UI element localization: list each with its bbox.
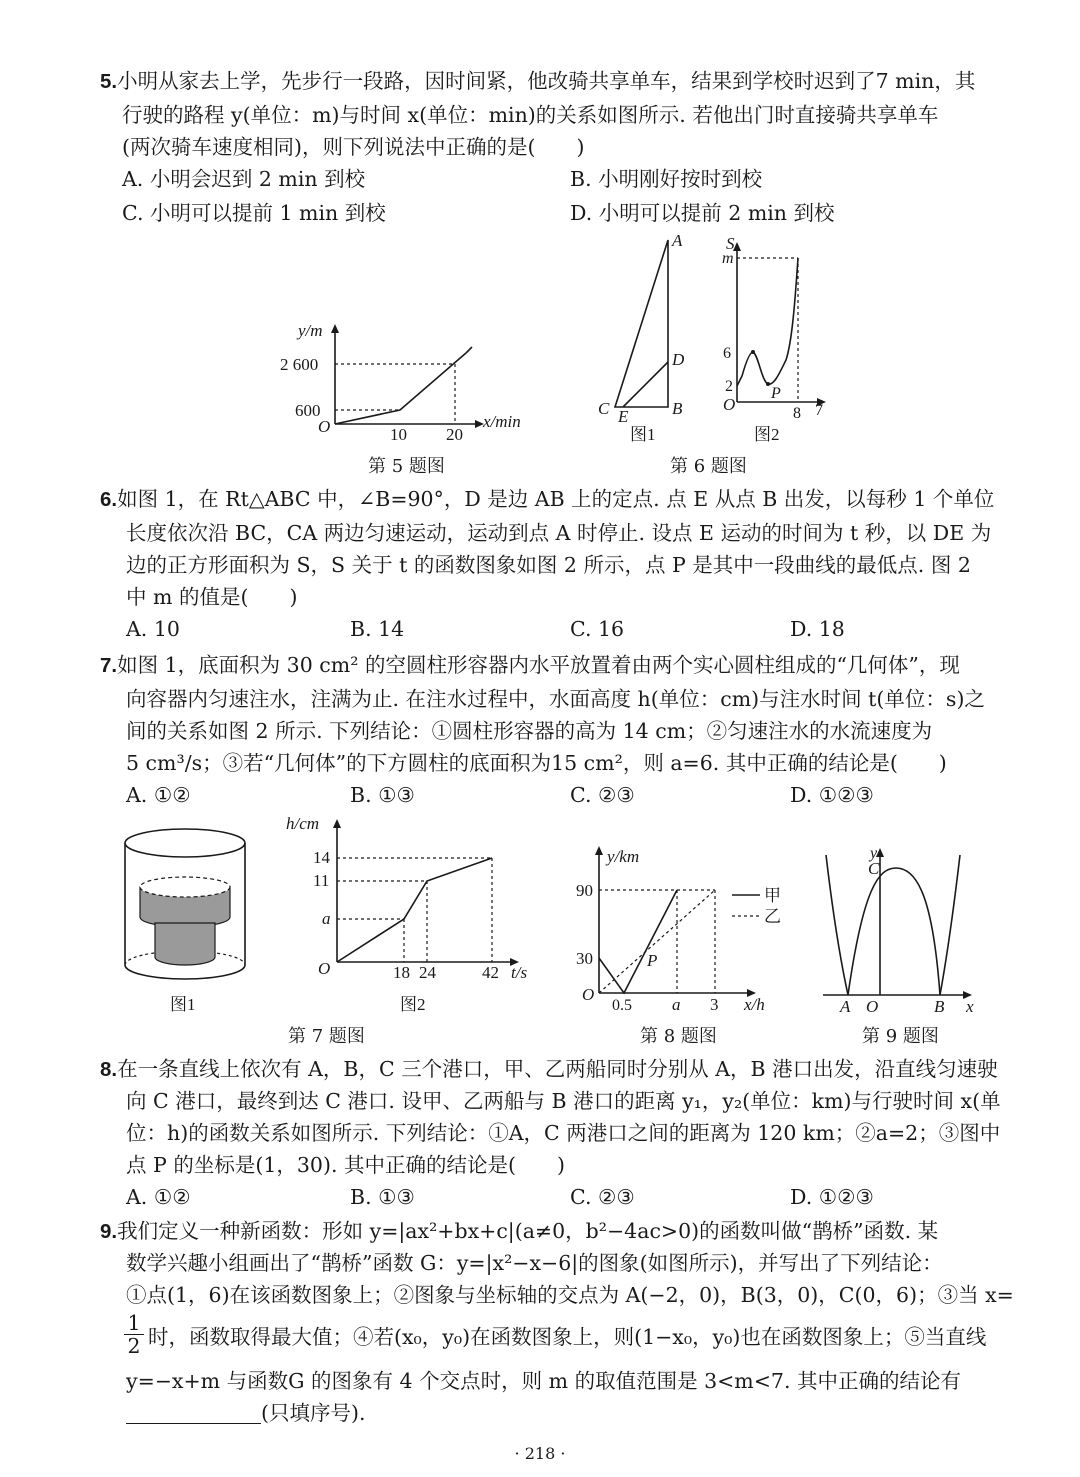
q7-option-d: D. ①②③: [790, 783, 874, 807]
page-number: · 218 ·: [514, 1444, 566, 1463]
fig6-s-label: S: [726, 234, 735, 253]
fig8-origin: O: [582, 985, 595, 1004]
fig8-caption: 第 8 题图: [640, 1026, 717, 1047]
fig9-origin: O: [866, 997, 879, 1016]
fig8-line-jia: [599, 890, 677, 993]
q6-option-a: A. 10: [126, 617, 180, 641]
q6-line4: 中 m 的值是( ): [126, 585, 298, 609]
fig7-figures: [120, 815, 540, 1020]
fig8-point-p: P: [647, 951, 658, 970]
fig6-fig1-label: 图1: [630, 425, 656, 444]
fig7-fig2-label: 图2: [400, 995, 426, 1014]
fig7-ytick-14: 14: [313, 848, 330, 867]
q7-option-a: A. ①②: [126, 783, 191, 807]
q8-option-c: C. ②③: [570, 1185, 635, 1209]
fig7-fig1-label: 图1: [170, 995, 196, 1014]
fig6-point-c: C: [598, 399, 610, 418]
fig6-point-b: B: [672, 399, 683, 418]
fig7-xtick-24: 24: [419, 963, 436, 982]
q7-option-b: B. ①③: [350, 783, 415, 807]
fig9-xlabel: x: [966, 997, 974, 1016]
fig8-xtick-a: a: [672, 995, 681, 1014]
fig9-curve-right: [940, 855, 960, 995]
q7-line2: 向容器内匀速注水，注满为止. 在注水过程中，水面高度 h(单位：cm)与注水时间 t(单位：s)之: [126, 687, 985, 711]
fig7-line: [337, 858, 492, 962]
fig8-xtick-0-5: 0.5: [612, 997, 632, 1014]
q6-line3: 边的正方形面积为 S，S 关于 t 的函数图象如图 2 所示，点 P 是其中一段曲线的最低点. 图 2: [126, 553, 971, 577]
q8-line2: 向 C 港口，最终到达 C 港口. 设甲、乙两船与 B 港口的距离 y₁，y₂(单位：km)与行驶时间 x(单: [126, 1089, 1001, 1113]
fig5-ytick-2600: 2 600: [280, 355, 319, 374]
q9-answer-blank[interactable]: [126, 1401, 261, 1424]
q9-fraction-denominator: 2: [127, 1334, 141, 1358]
q8-option-d: D. ①②③: [790, 1185, 874, 1209]
fig9-point-b: B: [934, 997, 945, 1016]
fig8-xtick-3: 3: [710, 995, 719, 1014]
fig5-xlabel: x/min: [483, 412, 521, 431]
fig7-container: [125, 829, 245, 979]
fig9-point-a: A: [840, 997, 851, 1016]
q8-option-b: B. ①③: [350, 1185, 415, 1209]
fig6-caption: 第 6 题图: [670, 456, 747, 477]
q9-line6: (只填序号).: [126, 1398, 1026, 1428]
fig6-ytick-2: 2: [725, 378, 733, 395]
q9-line2: 数学兴趣小组画出了“鹊桥”函数 G：y=|x²−x−6|的图象(如图所示)，并写出了下列结论：: [126, 1251, 943, 1275]
fig7-ylabel: h/cm: [286, 814, 320, 833]
q5-line3: (两次骑车速度相同)，则下列说法中正确的是( ): [122, 135, 585, 159]
q8-option-a: A. ①②: [126, 1185, 191, 1209]
fig8-line-yi: [599, 890, 715, 993]
fig5-ylabel: y/m: [298, 321, 323, 340]
fig7-origin: O: [318, 959, 331, 978]
q6-option-d: D. 18: [790, 617, 845, 641]
fig6-triangle: [615, 240, 668, 407]
fig8-ytick-90: 90: [576, 881, 593, 900]
fig5-caption: 第 5 题图: [368, 456, 445, 477]
fig5-xtick-20: 20: [446, 425, 463, 444]
q9-line5: y=−x+m 与函数G 的图象有 4 个交点时，则 m 的取值范围是 3<m<7. 其中正确的结论有: [126, 1369, 961, 1393]
fig6-xtick-7: 7: [815, 402, 823, 419]
q6-line1: 6.如图 1，在 Rt△ABC 中，∠B=90°，D 是边 AB 上的定点. 点 E 从点 B 出发，以每秒 1 个单位: [100, 487, 995, 511]
q5-line2: 行驶的路程 y(单位：m)与时间 x(单位：min)的关系如图所示. 若他出门时直接骑共享单车: [122, 103, 939, 127]
q8-line3: 位：h)的函数关系如图所示. 下列结论：①A，C 两港口之间的距离为 120 km；②a=2；③图中: [126, 1121, 1001, 1145]
fig6-graph: [590, 232, 830, 447]
q5-option-c: C. 小明可以提前 1 min 到校: [122, 201, 386, 225]
fig6-xtick-8: 8: [793, 405, 801, 422]
q7-line4: 5 cm³/s；③若“几何体”的下方圆柱的底面积为15 cm²，则 a=6. 其中正确的结论是( ): [126, 751, 947, 775]
fig8-ytick-30: 30: [576, 949, 593, 968]
fig7-ytick-11: 11: [313, 871, 330, 890]
fig9-caption: 第 9 题图: [862, 1026, 939, 1047]
fig6-m-label: m: [722, 250, 734, 267]
q6-line2: 长度依次沿 BC，CA 两边匀速运动，运动到点 A 时停止. 设点 E 运动的时间为 t 秒，以 DE 为: [126, 521, 992, 545]
fig6-point-p: P: [771, 385, 781, 402]
fig8-xlabel: x/h: [744, 995, 765, 1014]
fig6-point-a: A: [672, 231, 683, 250]
fig5-origin: O: [318, 417, 331, 436]
fig9-ylabel: y: [870, 845, 878, 862]
fig6-origin: O: [723, 395, 736, 414]
fig6-point-e: E: [618, 407, 629, 426]
fig8-legend-yi: 乙: [764, 907, 781, 926]
fig8-ylabel: y/km: [607, 847, 640, 866]
q6-option-c: C. 16: [570, 617, 625, 641]
fig9-point-c: C: [868, 859, 880, 878]
q7-line3: 间的关系如图 2 所示. 下列结论：①圆柱形容器的高为 14 cm；②匀速注水的水流速度为: [126, 719, 933, 743]
fig6-fig2-label: 图2: [754, 425, 780, 444]
fig5-xtick-10: 10: [390, 425, 407, 444]
fig5-ytick-600: 600: [295, 401, 321, 420]
fig8-legend-jia: 甲: [764, 886, 781, 905]
fig7-caption: 第 7 题图: [288, 1026, 365, 1047]
fig5-graph: [280, 320, 540, 444]
q9-fraction-numerator: 1: [124, 1312, 144, 1335]
fig7-xtick-18: 18: [393, 963, 410, 982]
q5-option-d: D. 小明可以提前 2 min 到校: [570, 201, 835, 225]
fig6-segment-de: [623, 362, 668, 407]
q9-line1: 9.我们定义一种新函数：形如 y=|ax²+bx+c|(a≠0，b²−4ac>0)的函数叫做“鹊桥”函数. 某: [100, 1219, 939, 1243]
q7-option-c: C. ②③: [570, 783, 635, 807]
fig6-point-d: D: [672, 350, 685, 369]
q7-line1: 7.如图 1，底面积为 30 cm² 的空圆柱形容器内水平放置着由两个实心圆柱组成的“几何体”，现: [100, 653, 960, 677]
q8-line1: 8.在一条直线上依次有 A，B，C 三个港口，甲、乙两船同时分别从 A，B 港口出发，沿直线匀速驶: [100, 1057, 998, 1081]
q6-option-b: B. 14: [350, 617, 405, 641]
q9-line4: 时，函数取得最大值；④若(x₀，y₀)在函数图象上，则(1−x₀，y₀)也在函数图象上；⑤当直线: [148, 1325, 987, 1349]
q5-option-b: B. 小明刚好按时到校: [570, 167, 763, 191]
fig7-xlabel: t/s: [511, 963, 528, 982]
fig9-graph: [818, 840, 988, 1015]
fig7-xtick-42: 42: [482, 963, 499, 982]
fig7-ytick-a: a: [322, 909, 331, 928]
q8-line4: 点 P 的坐标是(1，30). 其中正确的结论是( ): [126, 1153, 565, 1177]
q9-fraction: [124, 1312, 144, 1357]
fig6-ytick-6: 6: [723, 345, 731, 362]
q9-line3: ①点(1，6)在该函数图象上；②图象与坐标轴的交点为 A(−2，0)，B(3，0)，C(0，6)；③当 x=: [126, 1283, 1014, 1307]
q5-option-a: A. 小明会迟到 2 min 到校: [122, 167, 366, 191]
q5-line1: 5.小明从家去上学，先步行一段路，因时间紧，他改骑共享单车，结果到学校时迟到了7 min，其: [100, 69, 976, 93]
fig9-curve-middle: [848, 868, 940, 995]
fig9-curve-left: [826, 855, 848, 995]
fig6-curve: [737, 258, 798, 386]
fig8-graph: [572, 840, 792, 1020]
